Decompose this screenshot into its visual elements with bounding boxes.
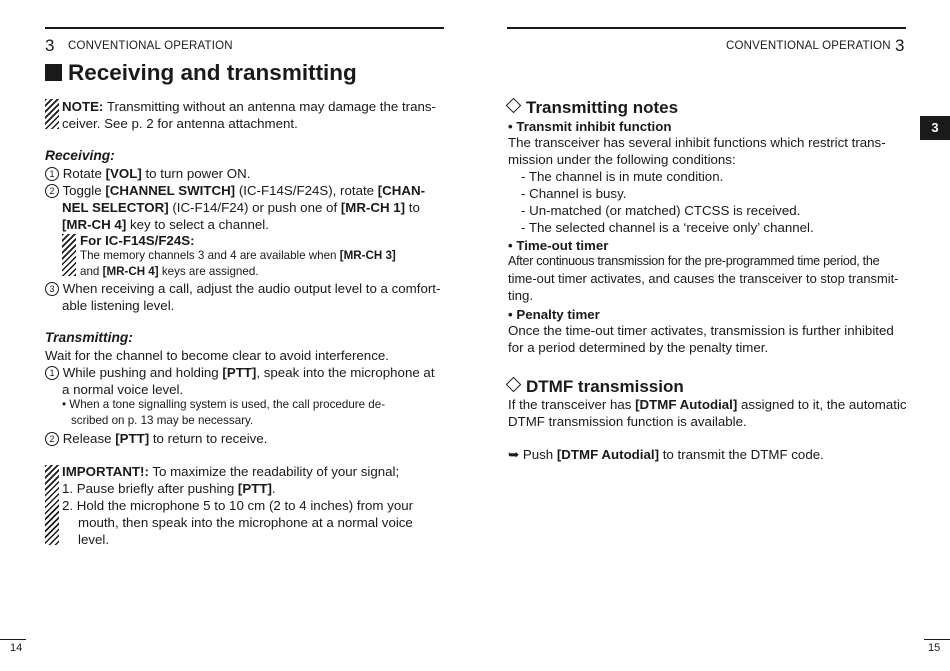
inhibit-item-3: - Un-matched (or matched) CTCSS is received. <box>521 203 801 218</box>
left-chapter-number: 3 <box>45 36 55 55</box>
diamond-icon <box>506 377 522 393</box>
dtmf-line-1: If the transceiver has [DTMF Autodial] assigned to it, the automatic <box>508 397 907 412</box>
left-page-number: 14 <box>10 642 23 654</box>
left-chapter-title: CONVENTIONAL OPERATION <box>68 40 233 52</box>
penalty-line-1: Once the time-out timer activates, transmission is further inhibited <box>508 323 894 338</box>
important-line: IMPORTANT!: To maximize the readability of your signal; <box>62 464 400 479</box>
receiving-step-3-line-2: able listening level. <box>62 298 175 313</box>
page-title <box>45 60 357 86</box>
page-title-text: Receiving and transmitting <box>68 60 357 85</box>
note-line-1: NOTE: Transmitting without an antenna may damage the trans- <box>62 99 436 114</box>
receiving-step-2-line-3: [MR-CH 4] key to select a channel. <box>62 217 269 232</box>
dtmf-line-2: DTMF transmission function is available. <box>508 414 747 429</box>
tx-notes-heading: Transmitting notes <box>505 98 678 118</box>
model-note-line-1: The memory channels 3 and 4 are available when [MR-CH 3] <box>80 249 396 262</box>
dtmf-push-line: ➥ Push [DTMF Autodial] to transmit the DTMF code. <box>508 447 824 462</box>
left-header-rule <box>45 27 444 29</box>
receiving-step-3-line-1: 3 When receiving a call, adjust the audio output level to a comfort- <box>45 280 440 297</box>
timeout-line-1: After continuous transmission for the pre-programmed time period, the <box>508 254 880 268</box>
important-hatch-icon <box>45 465 59 545</box>
inhibit-heading: • Transmit inhibit function <box>508 119 672 134</box>
right-chapter-title: CONVENTIONAL OPERATION <box>726 40 891 52</box>
receiving-step-2-line-1: 2 Toggle [CHANNEL SWITCH] (IC-F14S/F24S), rotate [CHAN- <box>45 182 444 199</box>
penalty-heading: • Penalty timer <box>508 307 600 322</box>
right-footer-rule <box>924 639 950 640</box>
receiving-step-2-line-2: NEL SELECTOR] (IC-F14/F24) or push one of [MR-CH 1] to <box>62 200 420 215</box>
title-square-icon <box>45 64 62 81</box>
transmitting-step-1-line-2: a normal voice level. <box>62 382 184 397</box>
transmitting-step-1-line-1: 1 While pushing and holding [PTT], speak into the microphone at <box>45 364 435 381</box>
model-note-line-2: and [MR-CH 4] keys are assigned. <box>80 265 259 278</box>
transmitting-intro: Wait for the channel to become clear to avoid interference. <box>45 348 389 363</box>
inhibit-item-4: - The selected channel is a ‘receive only’ channel. <box>521 220 814 235</box>
important-item-2-line-2: mouth, then speak into the microphone at a normal voice <box>78 515 413 530</box>
penalty-line-2: for a period determined by the penalty timer. <box>508 340 769 355</box>
important-item-2-line-3: level. <box>78 532 110 547</box>
transmitting-step-2: 2 Release [PTT] to return to receive. <box>45 430 267 447</box>
important-item-2-line-1: 2. Hold the microphone 5 to 10 cm (2 to 4 inches) from your <box>62 498 414 513</box>
timeout-heading: • Time-out timer <box>508 238 609 253</box>
timeout-line-3: ting. <box>508 288 534 303</box>
chapter-tab: 3 <box>920 116 950 140</box>
transmitting-bullet-line-1: • When a tone signalling system is used, the call procedure de- <box>62 398 386 411</box>
note-line-2: ceiver. See p. 2 for antenna attachment. <box>62 116 298 131</box>
inhibit-item-2: - Channel is busy. <box>521 186 627 201</box>
right-chapter-number: 3 <box>895 36 905 55</box>
inhibit-line-1: The transceiver has several inhibit functions which restrict trans- <box>508 135 886 150</box>
inhibit-item-1: - The channel is in mute condition. <box>521 169 724 184</box>
arrow-icon: ➥ <box>508 447 520 462</box>
note-hatch-icon <box>45 99 59 129</box>
receiving-step-1: 1 Rotate [VOL] to turn power ON. <box>45 165 250 182</box>
left-footer-rule <box>0 639 26 640</box>
receiving-heading: Receiving: <box>45 148 115 163</box>
timeout-line-2: time-out timer activates, and causes the transceiver to stop transmit- <box>508 271 899 286</box>
inhibit-line-2: mission under the following conditions: <box>508 152 736 167</box>
transmitting-heading: Transmitting: <box>45 330 133 345</box>
right-page-number: 15 <box>928 642 941 654</box>
right-header-rule <box>507 27 906 29</box>
dtmf-heading: DTMF transmission <box>505 377 684 397</box>
model-note-heading: For IC-F14S/F24S: <box>80 233 195 248</box>
diamond-icon <box>506 98 522 114</box>
important-item-1: 1. Pause briefly after pushing [PTT]. <box>62 481 276 496</box>
transmitting-bullet-line-2: scribed on p. 13 may be necessary. <box>71 414 254 427</box>
model-note-hatch-icon <box>62 234 76 276</box>
